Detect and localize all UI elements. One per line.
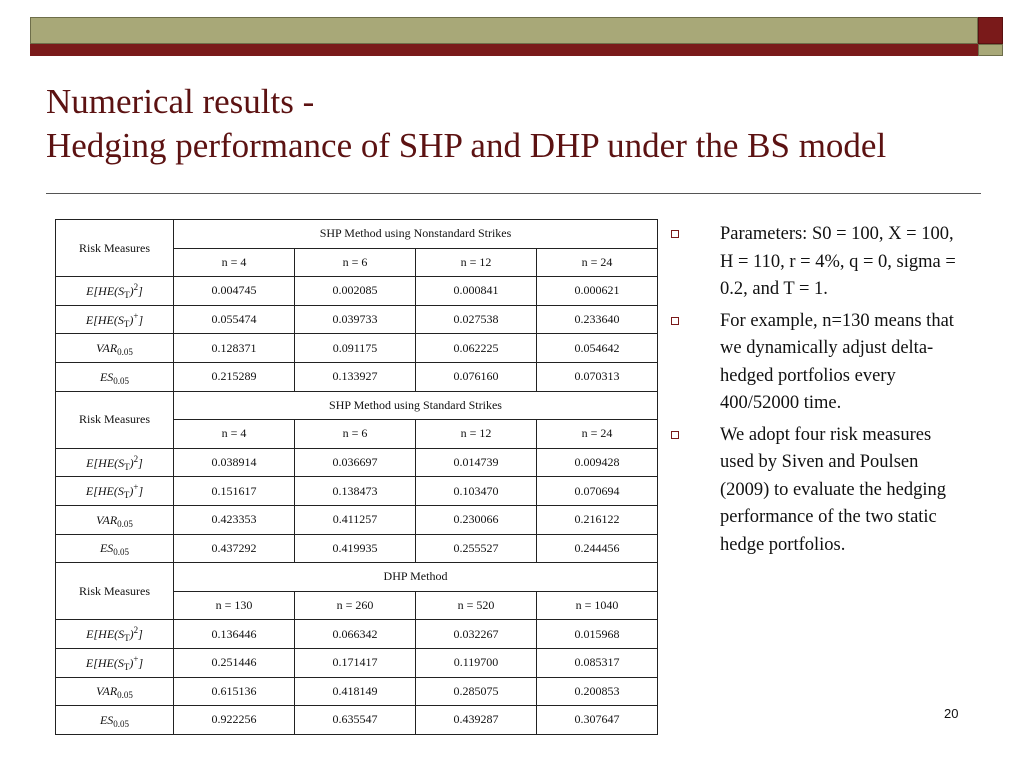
column-header: n = 12 — [416, 420, 537, 449]
value-cell: 0.411257 — [295, 505, 416, 534]
value-cell: 0.032267 — [416, 620, 537, 649]
value-cell: 0.200853 — [537, 677, 658, 706]
value-cell: 0.216122 — [537, 505, 658, 534]
square-bullet-icon — [671, 230, 679, 238]
value-cell: 0.285075 — [416, 677, 537, 706]
method-title: DHP Method — [174, 563, 658, 592]
value-cell: 0.171417 — [295, 648, 416, 677]
metric-part: T — [124, 289, 130, 300]
value-cell: 0.423353 — [174, 505, 295, 534]
table-row — [56, 706, 658, 735]
metric-part: T — [123, 490, 130, 501]
method-title: SHP Method using Standard Strikes — [174, 391, 658, 420]
metric-part: ] — [138, 627, 143, 642]
table-row — [56, 477, 658, 506]
metric-part: ] — [138, 655, 144, 670]
risk-metric-label — [56, 620, 174, 649]
metric-part: ) — [129, 627, 134, 642]
bullet-item — [668, 422, 958, 560]
table-row — [56, 305, 658, 334]
column-header: n = 1040 — [537, 591, 658, 620]
table-row — [56, 448, 658, 477]
table-row — [56, 648, 658, 677]
slide-title — [46, 80, 1016, 168]
value-cell: 0.128371 — [174, 334, 295, 363]
value-cell: 0.038914 — [174, 448, 295, 477]
value-cell: 0.151617 — [174, 477, 295, 506]
square-bullet-icon — [671, 431, 679, 439]
value-cell: 0.418149 — [295, 677, 416, 706]
risk-metric-label — [56, 362, 174, 391]
title-divider — [46, 193, 981, 194]
risk-measures-label: Risk Measures — [56, 563, 174, 620]
risk-metric-label — [56, 534, 174, 563]
value-cell: 0.251446 — [174, 648, 295, 677]
metric-part: 0.05 — [113, 718, 130, 729]
value-cell: 0.002085 — [295, 277, 416, 306]
metric-part: 2 — [133, 625, 139, 636]
method-title: SHP Method using Nonstandard Strikes — [174, 220, 658, 249]
metric-part: 0.05 — [117, 518, 133, 529]
risk-measures-label: Risk Measures — [56, 220, 174, 277]
metric-part: ) — [129, 655, 134, 670]
header-corner-top — [978, 17, 1003, 44]
metric-part: ) — [129, 312, 134, 327]
page-number: 20 — [944, 706, 959, 721]
value-cell: 0.036697 — [295, 448, 416, 477]
value-cell: 0.244456 — [537, 534, 658, 563]
metric-part: T — [124, 461, 130, 472]
value-cell: 0.437292 — [174, 534, 295, 563]
column-header: n = 6 — [295, 420, 416, 449]
column-header: n = 4 — [174, 248, 295, 277]
value-cell: 0.066342 — [295, 620, 416, 649]
value-cell: 0.230066 — [416, 505, 537, 534]
risk-metric-label — [56, 305, 174, 334]
bullet-item — [668, 308, 958, 418]
metric-part: E[HE(S — [86, 455, 125, 470]
metric-part: ] — [138, 455, 143, 470]
table-row — [56, 677, 658, 706]
value-cell: 0.062225 — [416, 334, 537, 363]
value-cell: 0.009428 — [537, 448, 658, 477]
bullet-list — [668, 221, 958, 563]
value-cell: 0.419935 — [295, 534, 416, 563]
bullet-item — [668, 221, 958, 304]
square-bullet-icon — [671, 317, 679, 325]
value-cell: 0.255527 — [416, 534, 537, 563]
risk-metric-label — [56, 334, 174, 363]
header-corner-bottom — [978, 44, 1003, 56]
value-cell: 0.215289 — [174, 362, 295, 391]
table-row — [56, 362, 658, 391]
metric-part: E[HE(S — [86, 627, 125, 642]
column-header: n = 6 — [295, 248, 416, 277]
risk-measures-label: Risk Measures — [56, 391, 174, 448]
metric-part: VAR — [96, 341, 118, 356]
section-header-row — [56, 220, 658, 249]
bullet-text: Parameters: S0 = 100, X = 100, H = 110, r = 4%, q = 0, sigma = 0.2, and T = 1. — [720, 224, 956, 299]
section-header-row — [56, 391, 658, 420]
risk-metric-label — [56, 505, 174, 534]
value-cell: 0.922256 — [174, 706, 295, 735]
metric-part: ES — [99, 712, 114, 727]
table-row — [56, 505, 658, 534]
value-cell: 0.076160 — [416, 362, 537, 391]
value-cell: 0.138473 — [295, 477, 416, 506]
value-cell: 0.055474 — [174, 305, 295, 334]
metric-part: 0.05 — [113, 375, 130, 386]
value-cell: 0.439287 — [416, 706, 537, 735]
metric-part: ES — [99, 369, 114, 384]
metric-part: ] — [138, 312, 144, 327]
column-header: n = 24 — [537, 248, 658, 277]
metric-part: + — [133, 482, 139, 493]
metric-part: T — [123, 318, 130, 329]
metric-part: + — [133, 653, 139, 664]
metric-part: ) — [129, 455, 134, 470]
value-cell: 0.014739 — [416, 448, 537, 477]
risk-metric-label — [56, 277, 174, 306]
metric-part: 2 — [133, 281, 139, 292]
value-cell: 0.039733 — [295, 305, 416, 334]
value-cell: 0.070694 — [537, 477, 658, 506]
metric-part: E[HE(S — [86, 283, 125, 298]
value-cell: 0.615136 — [174, 677, 295, 706]
metric-part: ) — [129, 283, 134, 298]
metric-part: 2 — [133, 453, 139, 464]
metric-part: ] — [138, 283, 143, 298]
value-cell: 0.054642 — [537, 334, 658, 363]
value-cell: 0.119700 — [416, 648, 537, 677]
column-header: n = 260 — [295, 591, 416, 620]
bullet-text: We adopt four risk measures used by Siven and Poulsen (2009) to evaluate the hedging performance of the two static hedge portfolios. — [720, 424, 947, 555]
value-cell: 0.233640 — [537, 305, 658, 334]
value-cell: 0.307647 — [537, 706, 658, 735]
value-cell: 0.015968 — [537, 620, 658, 649]
table-row — [56, 334, 658, 363]
metric-part: T — [124, 633, 130, 644]
metric-part: + — [133, 310, 139, 321]
column-header: n = 4 — [174, 420, 295, 449]
title-line-1: Numerical results - — [46, 82, 315, 121]
metric-part: 0.05 — [117, 690, 133, 701]
table-row — [56, 534, 658, 563]
risk-metric-label — [56, 477, 174, 506]
value-cell: 0.635547 — [295, 706, 416, 735]
value-cell: 0.070313 — [537, 362, 658, 391]
value-cell: 0.027538 — [416, 305, 537, 334]
value-cell: 0.136446 — [174, 620, 295, 649]
table-row — [56, 620, 658, 649]
metric-part: T — [123, 661, 130, 672]
section-header-row — [56, 563, 658, 592]
risk-metric-label — [56, 677, 174, 706]
column-header: n = 12 — [416, 248, 537, 277]
risk-metric-label — [56, 706, 174, 735]
metric-part: E[HE(S — [85, 312, 124, 327]
metric-part: 0.05 — [113, 547, 130, 558]
metric-part: E[HE(S — [85, 655, 124, 670]
results-table — [55, 219, 658, 735]
metric-part: E[HE(S — [85, 484, 124, 499]
header-band-top — [30, 17, 978, 44]
table-row — [56, 277, 658, 306]
risk-metric-label — [56, 648, 174, 677]
value-cell: 0.133927 — [295, 362, 416, 391]
header-band-bottom — [30, 44, 978, 56]
metric-part: 0.05 — [117, 347, 133, 358]
value-cell: 0.000841 — [416, 277, 537, 306]
metric-part: VAR — [96, 684, 118, 699]
metric-part: VAR — [96, 512, 118, 527]
value-cell: 0.085317 — [537, 648, 658, 677]
value-cell: 0.004745 — [174, 277, 295, 306]
metric-part: ] — [138, 484, 144, 499]
value-cell: 0.000621 — [537, 277, 658, 306]
value-cell: 0.091175 — [295, 334, 416, 363]
column-header: n = 130 — [174, 591, 295, 620]
column-header: n = 520 — [416, 591, 537, 620]
column-header: n = 24 — [537, 420, 658, 449]
metric-part: ES — [99, 541, 114, 556]
title-line-2: Hedging performance of SHP and DHP under the BS model — [46, 126, 887, 165]
risk-metric-label — [56, 448, 174, 477]
metric-part: ) — [129, 484, 134, 499]
bullet-text: For example, n=130 means that we dynamically adjust delta-hedged portfolios every 400/52000 time. — [720, 310, 954, 413]
value-cell: 0.103470 — [416, 477, 537, 506]
